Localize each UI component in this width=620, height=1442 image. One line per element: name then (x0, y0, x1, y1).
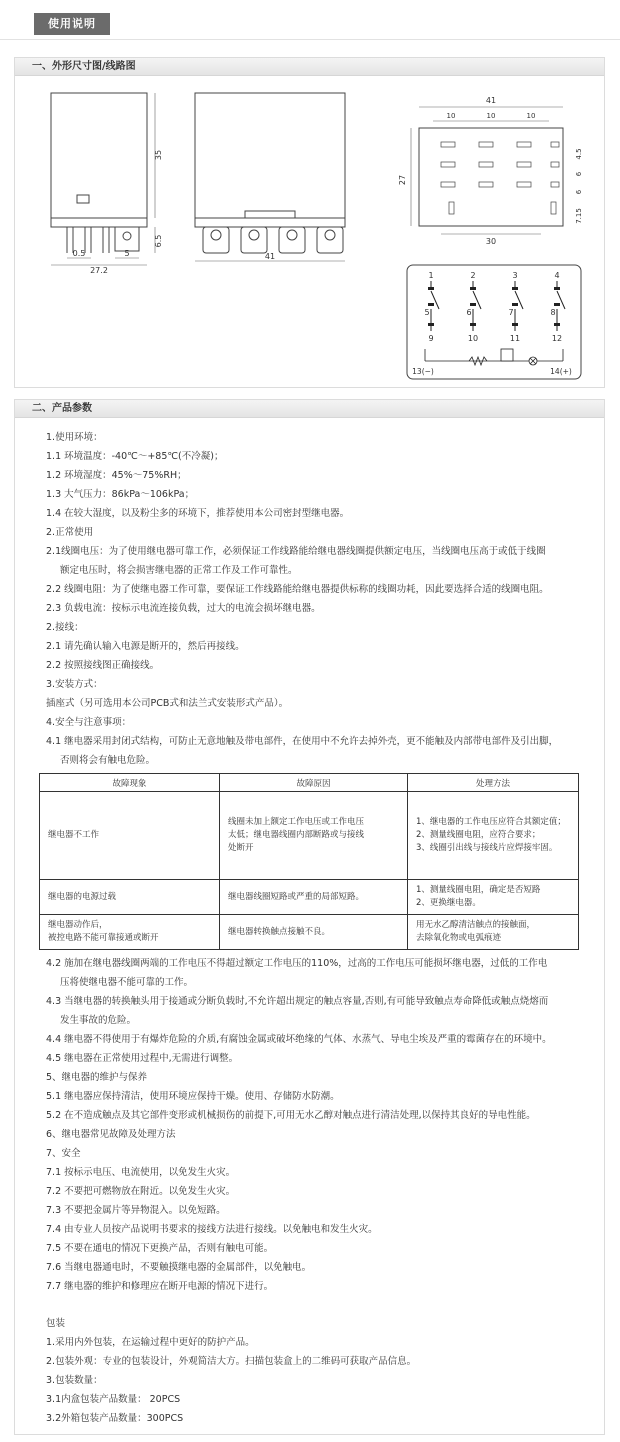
dim-right-2: 6 (575, 171, 583, 177)
pin-9: 9 (428, 334, 434, 343)
front-view-drawing (183, 83, 363, 273)
fix-cell: 1、继电器的工作电压应符合其额定值； 2、测量线圈电阻，应符合要求； 3、线圈引出线与接线片应焊接牢固。 (408, 792, 579, 880)
text-line: 否则将会有触电危险。 (60, 755, 156, 766)
cause-cell: 继电器转换触点接触不良。 (220, 915, 408, 950)
pin-8: 8 (550, 308, 556, 317)
text-line: 压将使继电器不能可靠的工作。 (60, 977, 194, 988)
text-line: 4.2 施加在继电器线圈两端的工作电压不得超过额定工作电压的110%，过高的工作电压可能损坏继电器，过低的工作电 (46, 958, 548, 969)
text-line: 额定电压时，将会损害继电器的正常工作及工作可靠性。 (60, 565, 298, 576)
pin-3: 3 (512, 271, 518, 280)
dim-pitch-2: 10 (486, 112, 496, 120)
table-row (40, 915, 579, 950)
text-line: 3.2外箱包装产品数量：300PCS (46, 1413, 184, 1424)
dim-small: 7.15 (575, 208, 583, 224)
text-line: 3.1内盒包装产品数量： 20PCS (46, 1394, 181, 1405)
text-line: 1.3 大气压力：86kPa～106kPa； (46, 489, 195, 500)
text-line: 插座式（另可选用本公司PCB式和法兰式安装形式产品）。 (46, 698, 289, 709)
circuit-diagram (403, 261, 585, 383)
text-line: 2.1线圈电压：为了使用继电器可靠工作，必须保证工作线路能给继电器线圈提供额定电压，当线圈电压高于或低于线圈 (46, 546, 546, 557)
side-view-drawing (29, 83, 169, 273)
dim-front-width: 41 (264, 252, 276, 261)
text-line: 2.接线： (46, 622, 84, 633)
text-line: 2.包装外观：专业的包装设计，外观简洁大方。扫描包装盒上的二维码可获取产品信息。 (46, 1356, 417, 1367)
symptom-cell: 继电器不工作 (40, 792, 220, 880)
text-line: 1.采用内外包装，在运输过程中更好的防护产品。 (46, 1337, 255, 1348)
dim-bottom-height: 27 (398, 174, 407, 186)
symptom-cell: 继电器动作后， 被控电路不能可靠接通或断开 (40, 915, 220, 950)
pin-2: 2 (470, 271, 476, 280)
symptom-cell: 继电器的电源过载 (40, 880, 220, 915)
spacer (46, 1296, 596, 1314)
text-line: 5.2 在不造成触点及其它部件变形或机械损伤的前提下,可用无水乙醇对触点进行清洁处理,以保持其良好的导电性能。 (46, 1110, 536, 1121)
fix-cell: 用无水乙醇清洁触点的接触面， 去除氧化物或电弧痕迹 (408, 915, 579, 950)
coil-left: 13(−) (412, 367, 434, 376)
dim-right-1: 4.5 (575, 148, 583, 160)
params-body (46, 428, 596, 1428)
dim-bottom-30: 30 (485, 237, 497, 246)
bottom-view-drawing (391, 94, 591, 254)
table-header: 处理方法 (408, 774, 579, 792)
text-line: 7.2 不要把可燃物放在附近。以免发生火灾。 (46, 1186, 236, 1197)
text-line: 7.6 当继电器通电时，不要触摸继电器的金属部件，以免触电。 (46, 1262, 312, 1273)
dim-pitch-1: 10 (446, 112, 456, 120)
dim-right-3: 6 (575, 189, 583, 195)
text-line: 4.安全与注意事项： (46, 717, 132, 728)
dim-height: 35 (154, 149, 163, 161)
section-title: 二、产品参数 (15, 400, 604, 418)
fix-cell: 1、测量线圈电阻，确定是否短路 2、更换继电器。 (408, 880, 579, 915)
text-line: 6、继电器常见故障及处理方法 (46, 1129, 176, 1140)
pin-6: 6 (466, 308, 472, 317)
text-line: 4.1 继电器采用封闭式结构，可防止无意地触及带电部件，在使用中不允许去掉外壳，更不能触及内部带电部件及引出脚， (46, 736, 559, 747)
dim-pitch-3: 10 (526, 112, 536, 120)
pin-11: 11 (509, 334, 521, 343)
table-row (40, 792, 579, 880)
tab-bar (0, 0, 620, 40)
cause-cell: 继电器线圈短路或严重的局部短路。 (220, 880, 408, 915)
dim-pin: 6.5 (154, 234, 163, 248)
text-line: 2.2 按照接线图正确接线。 (46, 660, 160, 671)
text-line: 2.1 请先确认输入电源是断开的，然后再接线。 (46, 641, 245, 652)
text-line: 1.2 环境湿度：45%～75%RH； (46, 470, 187, 481)
table-header: 故障原因 (220, 774, 408, 792)
text-line: 4.3 当继电器的转换触头用于接通或分断负载时,不允许超出规定的触点容量,否则,有可能导致触点寿命降低或触点烧熔而 (46, 996, 549, 1007)
params-panel (14, 399, 605, 1435)
pin-5: 5 (424, 308, 430, 317)
section-title: 一、外形尺寸图/线路图 (15, 58, 604, 76)
text-line: 2.正常使用 (46, 527, 94, 538)
text-line: 2.3 负载电流：按标示电流连接负载，过大的电流会损坏继电器。 (46, 603, 321, 614)
coil-right: 14(+) (550, 367, 572, 376)
text-line: 7.4 由专业人员按产品说明书要求的接线方法进行接线。以免触电和发生火灾。 (46, 1224, 378, 1235)
text-line: 3.包装数量： (46, 1375, 103, 1386)
text-line: 1.使用环境： (46, 432, 103, 443)
text-line: 7.7 继电器的维护和修理应在断开电源的情况下进行。 (46, 1281, 274, 1292)
tab-instructions[interactable]: 使用说明 (34, 13, 110, 35)
text-line: 4.5 继电器在正常使用过程中,无需进行调整。 (46, 1053, 239, 1064)
text-line: 5、继电器的维护与保养 (46, 1072, 148, 1083)
text-line: 7.3 不要把金属片等异物混入。以免短路。 (46, 1205, 226, 1216)
text-line: 1.1 环境温度：-40℃～+85℃(不冷凝)； (46, 451, 224, 462)
cause-cell: 线圈未加上额定工作电压或工作电压 太低；继电器线圈内部断路或与接线 处断开 (220, 792, 408, 880)
text-line: 发生事故的危险。 (60, 1015, 137, 1026)
pin-12: 12 (551, 334, 563, 343)
text-line: 7、安全 (46, 1148, 81, 1159)
dim-pin-pitch: 0.5 (72, 249, 86, 258)
pin-7: 7 (508, 308, 514, 317)
pin-10: 10 (467, 334, 479, 343)
text-line: 2.2 线圈电阻：为了使继电器工作可靠，要保证工作线路能给继电器提供标称的线圈功耗，因此要选择合适的线圈电阻。 (46, 584, 549, 595)
table-header: 故障现象 (40, 774, 220, 792)
text-line: 5.1 继电器应保持清洁，使用环境应保持干燥。使用、存储防水防潮。 (46, 1091, 340, 1102)
text-line: 7.5 不要在通电的情况下更换产品，否则有触电可能。 (46, 1243, 274, 1254)
text-line: 包装 (46, 1318, 66, 1329)
dim-pin-5: 5 (124, 249, 130, 258)
text-line: 1.4 在较大湿度，以及粉尘多的环境下，推荐使用本公司密封型继电器。 (46, 508, 350, 519)
fault-table (39, 773, 579, 950)
text-line: 4.4 继电器不得使用于有爆炸危险的介质,有腐蚀金属或破坏绝缘的气体、水蒸气、导电尘埃及严重的霉菌存在的环境中。 (46, 1034, 552, 1045)
pin-1: 1 (428, 271, 434, 280)
table-row (40, 880, 579, 915)
pin-4: 4 (554, 271, 560, 280)
text-line: 7.1 按标示电压、电流使用，以免发生火灾。 (46, 1167, 236, 1178)
dimension-panel (14, 57, 605, 388)
dim-bottom-width: 41 (485, 96, 497, 105)
text-line: 3.安装方式： (46, 679, 103, 690)
dim-width: 27.2 (90, 266, 108, 273)
